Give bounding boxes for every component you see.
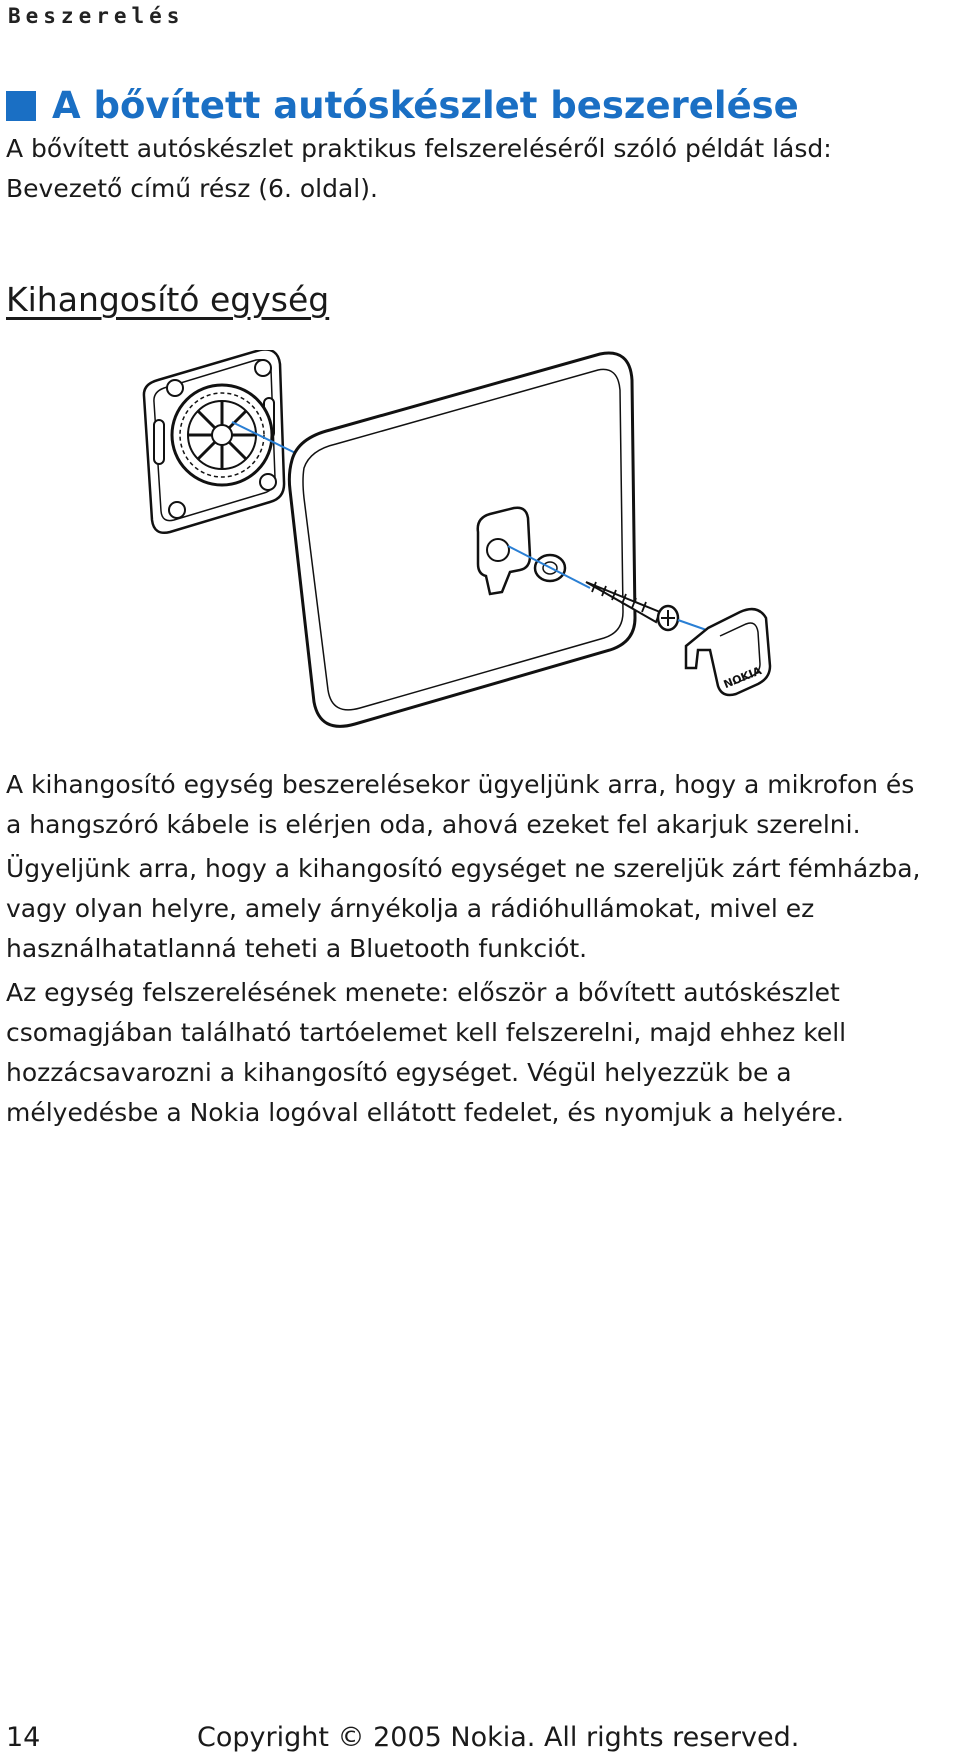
- section-title-text: A bővített autóskészlet beszerelése: [52, 84, 799, 127]
- page-number: 14: [6, 1722, 41, 1753]
- square-bullet-icon: [6, 91, 36, 121]
- subsection-heading: Kihangosító egység: [6, 280, 330, 319]
- body-p1-line-2: a hangszóró kábele is elérjen oda, ahová ezeket fel akarjuk szerelni.: [6, 810, 861, 839]
- intro-line-1: A bővített autóskészlet praktikus felszereléséről szóló példát lásd:: [6, 134, 832, 163]
- body-p1-line-1: A kihangosító egység beszerelésekor ügyeljünk arra, hogy a mikrofon és: [6, 770, 915, 799]
- hands-free-unit-body-illustration: [289, 353, 635, 726]
- body-p3-line-2: csomagjában található tartóelemet kell felszerelni, majd ehhez kell: [6, 1018, 847, 1047]
- body-p3-line-1: Az egység felszerelésének menete: először a bővített autóskészlet: [6, 978, 840, 1007]
- body-p3-line-3: hozzácsavarozni a kihangosító egységet. Végül helyezzük be a: [6, 1058, 792, 1087]
- body-p3-line-4: mélyedésbe a Nokia logóval ellátott fedelet, és nyomjuk a helyére.: [6, 1098, 844, 1127]
- cover-logo-text: NOKIA: [721, 664, 764, 692]
- intro-line-2: Bevezető című rész (6. oldal).: [6, 174, 378, 203]
- body-p2-line-3: használhatatlanná teheti a Bluetooth funkciót.: [6, 934, 588, 963]
- cover-cap-illustration: [686, 609, 770, 695]
- running-header: Beszerelés: [8, 4, 185, 28]
- body-p2-line-1: Ügyeljünk arra, hogy a kihangosító egységet ne szereljük zárt fémházba,: [6, 854, 921, 883]
- copyright-notice: Copyright © 2005 Nokia. All rights reserved.: [197, 1722, 800, 1753]
- section-title: [6, 84, 799, 127]
- body-p2-line-2: vagy olyan helyre, amely árnyékolja a rádióhullámokat, mivel ez: [6, 894, 815, 923]
- mounting-bracket-illustration: [144, 350, 284, 533]
- hands-free-unit-illustration: [140, 350, 870, 830]
